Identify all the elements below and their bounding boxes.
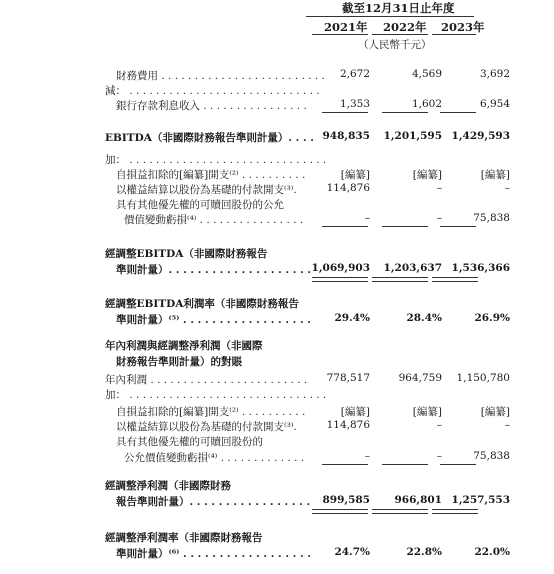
row-label-adj-ebitda-margin: 經調整EBITDA利潤率（非國際財務報告 bbox=[105, 298, 299, 310]
cell-adj-net-margin-2023: 22.0% bbox=[474, 546, 510, 558]
cell-adj-ebitda-margin-2021: 29.4% bbox=[334, 312, 370, 324]
period-underline bbox=[306, 16, 474, 17]
cell-pref-shares-2023: 75,838 bbox=[473, 212, 510, 224]
cell-pref-shares-2022: – bbox=[436, 450, 442, 462]
cell-adj-net-margin-2021: 24.7% bbox=[334, 546, 370, 558]
cell-redacted-2021: [編纂] bbox=[340, 169, 370, 181]
year-header-2022: 2022年 bbox=[383, 20, 427, 34]
cell-finance-cost-2021: 2,672 bbox=[339, 68, 370, 80]
row-label-adj-net-profit: 經調整淨利潤（非國際財務 bbox=[105, 480, 231, 492]
row-label-profit-year: 年內利潤 . . . . . . . . . . . . . . . . . . . . . . . . bbox=[105, 374, 308, 386]
cell-adj-net-profit-2021: 899,585 bbox=[322, 494, 370, 506]
row-label-finance-cost: 財務費用 . . . . . . . . . . . . . . . . . . . . . . . . . bbox=[116, 70, 325, 82]
cell-share-based-2023: – bbox=[504, 419, 510, 431]
total-double-rule bbox=[372, 277, 428, 282]
cell-redacted-2022: [編纂] bbox=[412, 169, 442, 181]
row-label-pref-shares-cont: 價值變動虧損⁽⁴⁾ . . . . . . . . . . . . . . . . bbox=[124, 214, 304, 226]
row-label-pref-shares: 具有其他優先權的可贖回股份的公允 bbox=[116, 199, 284, 211]
row-label-redacted-expense: 自損益扣除的[編纂]開支⁽²⁾ . . . . . . . . . . bbox=[116, 406, 306, 418]
row-label-add: 加： . . . . . . . . . . . . . . . . . . . . . . . . . . . . . . bbox=[105, 389, 327, 401]
row-label-adj-ebitda-margin-cont: 準則計量）⁽⁵⁾ . . . . . . . . . . . . . . . . . . bbox=[116, 314, 311, 326]
cell-pref-shares-2022: – bbox=[436, 212, 442, 224]
cell-adj-ebitda-2022: 1,203,637 bbox=[383, 262, 442, 274]
row-label-pref-shares-cont: 公允價值變動虧損⁽⁴⁾ . . . . . . . . . . . . . bbox=[124, 452, 305, 464]
cell-finance-cost-2023: 3,692 bbox=[479, 68, 510, 80]
cell-bank-interest-2023: 6,954 bbox=[479, 98, 510, 110]
row-label-less: 減： . . . . . . . . . . . . . . . . . . . . . . . . . . . . . bbox=[105, 85, 320, 97]
cell-profit-year-2022: 964,759 bbox=[398, 372, 442, 384]
row-label-pref-shares: 具有其他優先權的可贖回股份的 bbox=[116, 436, 263, 448]
row-label-adj-net-margin-cont: 準則計量）⁽⁶⁾ . . . . . . . . . . . . . . . . . . bbox=[116, 548, 311, 560]
subtotal-rule bbox=[322, 226, 368, 227]
row-label-bank-interest: 銀行存款利息收入 . . . . . . . . . . . . . . . . bbox=[116, 100, 307, 112]
year-underline-2023 bbox=[432, 34, 476, 35]
total-double-rule bbox=[312, 509, 368, 514]
cell-share-based-2021: 114,876 bbox=[326, 182, 370, 194]
row-label-adj-net-margin: 經調整淨利潤率（非國際財務報告 bbox=[105, 532, 263, 544]
subtotal-rule bbox=[382, 226, 428, 227]
cell-pref-shares-2023: 75,838 bbox=[473, 450, 510, 462]
cell-ebitda-2021: 948,835 bbox=[322, 130, 370, 142]
cell-profit-year-2023: 1,150,780 bbox=[456, 372, 510, 384]
section-heading-reconciliation-cont: 財務報告準則計量）的對賬 bbox=[116, 356, 242, 368]
cell-adj-ebitda-2021: 1,069,903 bbox=[311, 262, 370, 274]
cell-pref-shares-2021: – bbox=[364, 450, 370, 462]
cell-adj-net-margin-2022: 22.8% bbox=[406, 546, 442, 558]
cell-share-based-2022: – bbox=[436, 419, 442, 431]
row-label-adj-net-profit-cont: 報告準則計量）. . . . . . . . . . . . . . . . . bbox=[116, 496, 311, 508]
cell-share-based-2023: – bbox=[504, 182, 510, 194]
cell-adj-ebitda-2023: 1,536,366 bbox=[451, 262, 510, 274]
row-label-share-based-payment: 以權益結算以股份為基礎的付款開支⁽³⁾. bbox=[116, 421, 297, 433]
year-underline-2021 bbox=[312, 34, 368, 35]
subtotal-rule bbox=[322, 112, 368, 113]
cell-adj-ebitda-margin-2022: 28.4% bbox=[406, 312, 442, 324]
cell-adj-ebitda-margin-2023: 26.9% bbox=[474, 312, 510, 324]
subtotal-rule bbox=[322, 464, 368, 465]
cell-share-based-2022: – bbox=[436, 182, 442, 194]
row-label-redacted-expense: 自損益扣除的[編纂]開支⁽²⁾ . . . . . . . . . . bbox=[116, 169, 306, 181]
subtotal-rule bbox=[382, 112, 428, 113]
year-header-2023: 2023年 bbox=[441, 20, 485, 34]
subtotal-rule bbox=[440, 226, 476, 227]
total-double-rule bbox=[432, 277, 478, 282]
row-label-adj-ebitda-cont: 準則計量）. . . . . . . . . . . . . . . . . . . . bbox=[116, 264, 312, 276]
cell-adj-net-profit-2023: 1,257,553 bbox=[451, 494, 510, 506]
year-header-2021: 2021年 bbox=[324, 20, 368, 34]
period-header: 截至12月31日止年度 bbox=[342, 1, 455, 15]
cell-adj-net-profit-2022: 966,801 bbox=[394, 494, 442, 506]
year-underline-2022 bbox=[372, 34, 428, 35]
cell-ebitda-2023: 1,429,593 bbox=[451, 130, 510, 142]
cell-redacted-2023: [編纂] bbox=[480, 169, 510, 181]
cell-bank-interest-2021: 1,353 bbox=[339, 98, 370, 110]
row-label-ebitda: EBITDA（非國際財務報告準則計量）. . . . bbox=[105, 132, 314, 144]
total-double-rule bbox=[432, 509, 478, 514]
cell-pref-shares-2021: – bbox=[364, 212, 370, 224]
subtotal-rule bbox=[440, 112, 476, 113]
section-heading-reconciliation: 年內利潤與經調整淨利潤（非國際 bbox=[105, 340, 263, 352]
cell-finance-cost-2022: 4,569 bbox=[411, 68, 442, 80]
cell-bank-interest-2022: 1,602 bbox=[411, 98, 442, 110]
cell-profit-year-2021: 778,517 bbox=[326, 372, 370, 384]
total-double-rule bbox=[372, 509, 428, 514]
cell-share-based-2021: 114,876 bbox=[326, 419, 370, 431]
cell-ebitda-2022: 1,201,595 bbox=[383, 130, 442, 142]
total-double-rule bbox=[312, 277, 368, 282]
cell-redacted-2023: [編纂] bbox=[480, 406, 510, 418]
row-label-add: 加： . . . . . . . . . . . . . . . . . . . . . . . . . . . . . . bbox=[105, 154, 327, 166]
subtotal-rule bbox=[382, 464, 428, 465]
cell-redacted-2021: [編纂] bbox=[340, 406, 370, 418]
cell-redacted-2022: [編纂] bbox=[412, 406, 442, 418]
row-label-share-based-payment: 以權益結算以股份為基礎的付款開支⁽³⁾. bbox=[116, 184, 297, 196]
subtotal-rule bbox=[440, 464, 476, 465]
unit-label: （人民幣千元） bbox=[358, 39, 432, 51]
row-label-adj-ebitda: 經調整EBITDA（非國際財務報告 bbox=[105, 248, 268, 260]
